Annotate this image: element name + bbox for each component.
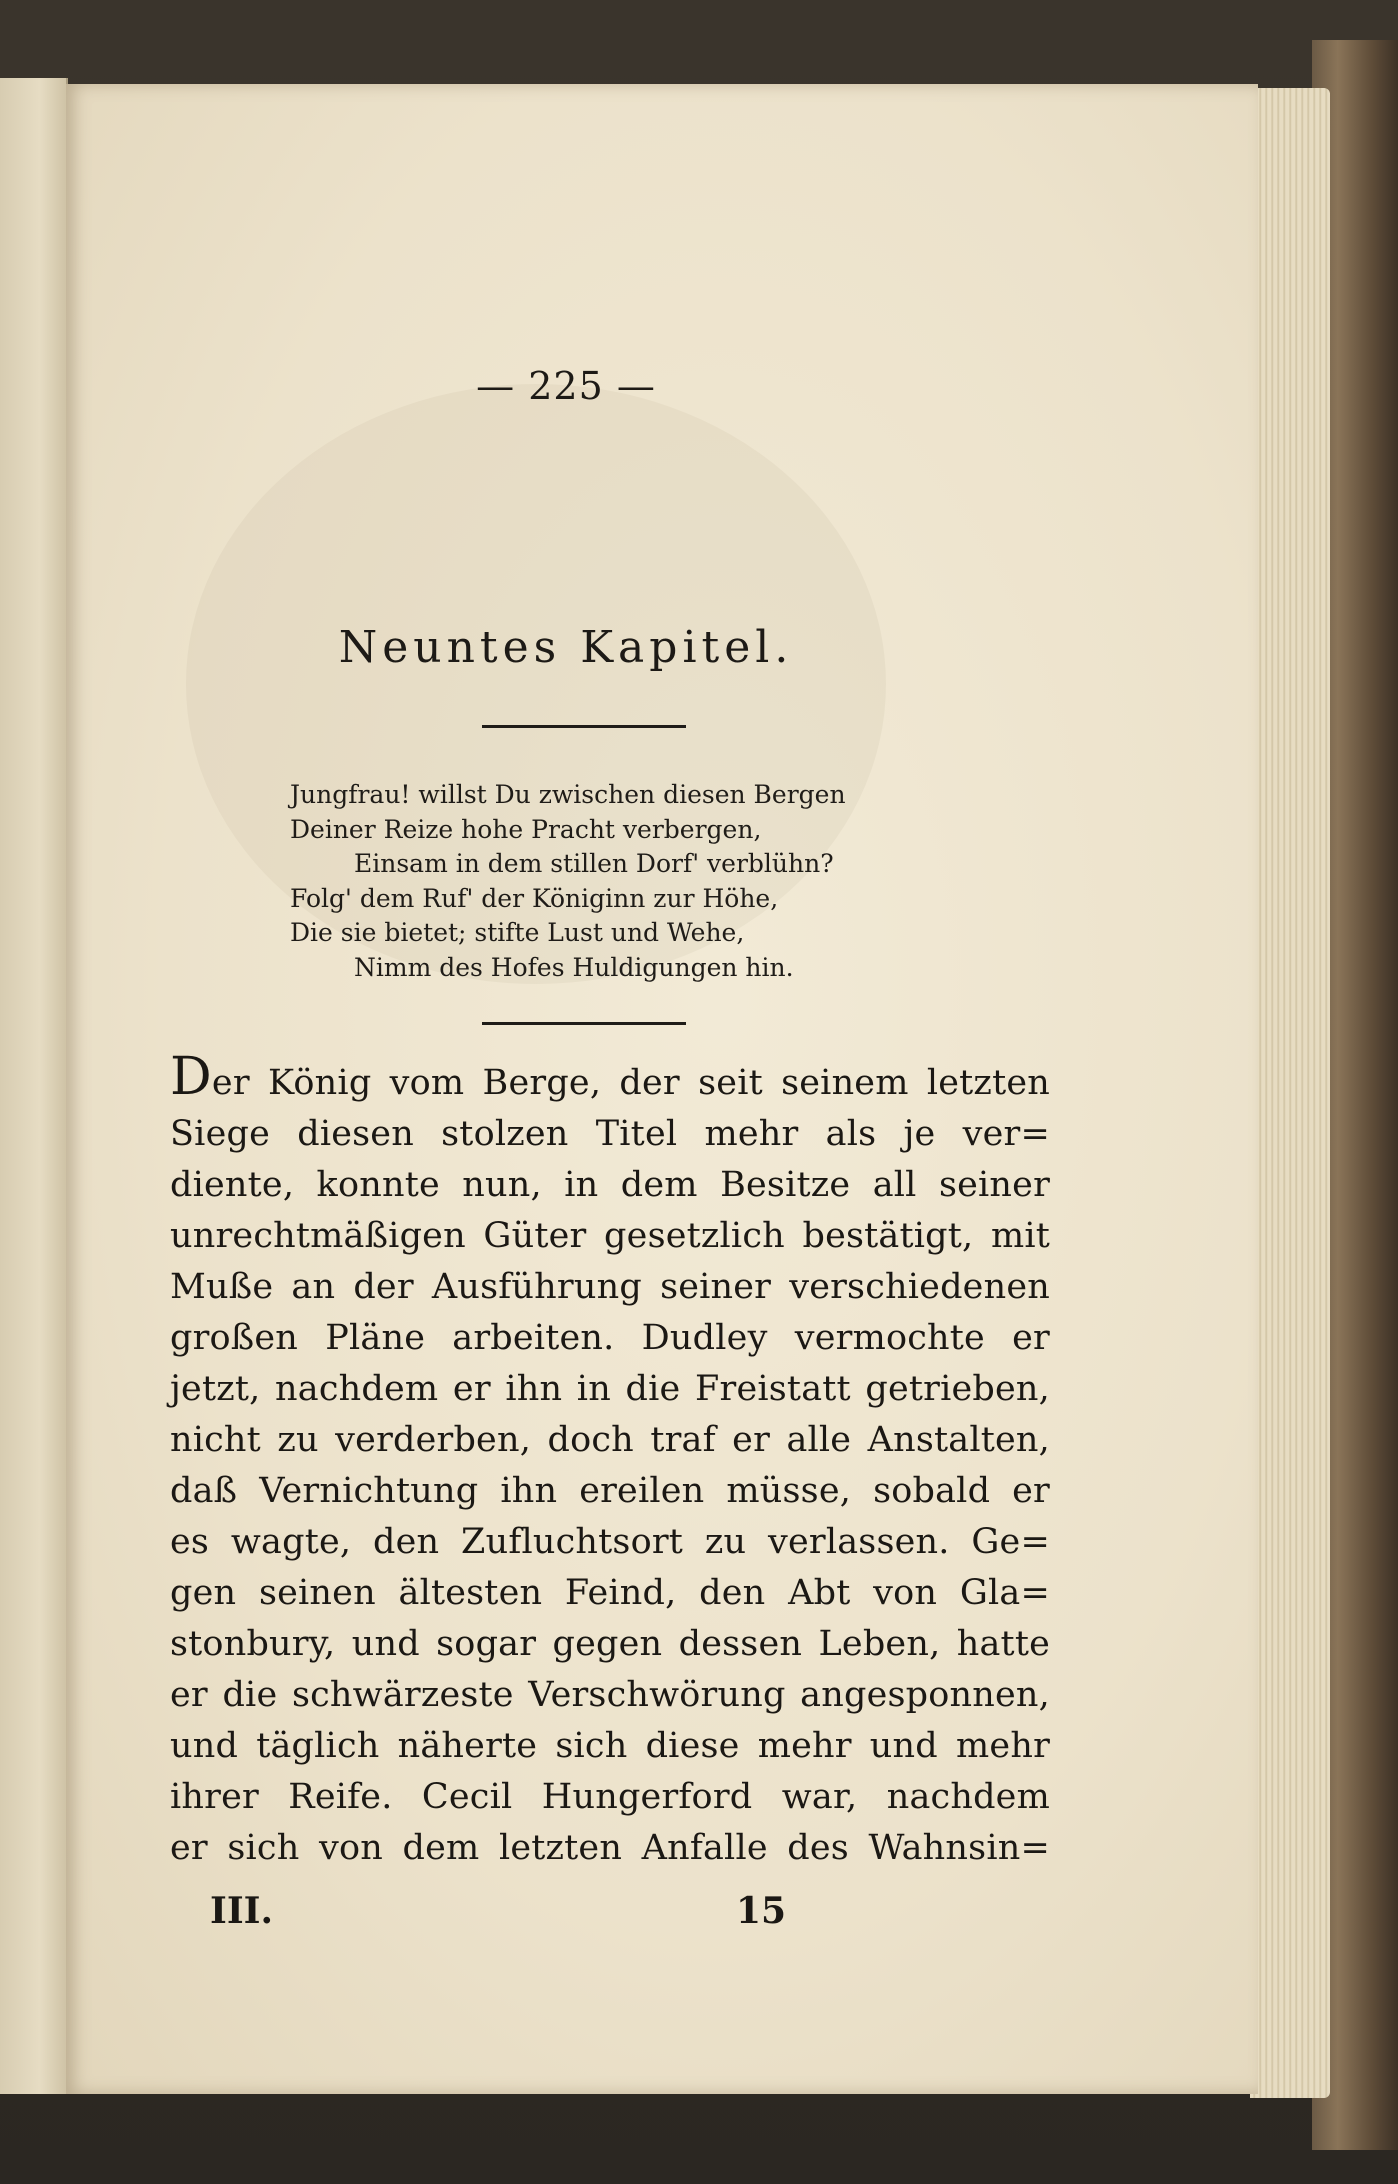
body-line: unrechtmäßigen Güter gesetzlich bestätigt, mit xyxy=(170,1216,1050,1256)
page-stack-edge xyxy=(1250,88,1330,2098)
left-page-edge xyxy=(0,78,68,2094)
motto-line: Jungfrau! willst Du zwischen diesen Bergen xyxy=(290,780,846,809)
body-line: Der König vom Berge, der seit seinem letzten xyxy=(170,1047,1050,1107)
body-line: es wagte, den Zufluchtsort zu verlassen. Ge= xyxy=(170,1522,1050,1562)
body-line: und täglich näherte sich diese mehr und mehr xyxy=(170,1726,1050,1766)
motto-line: Folg' dem Ruf' der Königinn zur Höhe, xyxy=(290,883,779,913)
divider-bottom xyxy=(482,1022,686,1025)
motto-line: Nimm des Hofes Huldigungen hin. xyxy=(354,952,794,982)
body-line: großen Pläne arbeiten. Dudley vermochte er xyxy=(170,1318,1050,1358)
body-line: Muße an der Ausführung seiner verschiedenen xyxy=(170,1267,1050,1307)
body-line: daß Vernichtung ihn ereilen müsse, sobald er xyxy=(170,1471,1050,1511)
body-line: Siege diesen stolzen Titel mehr als je ver= xyxy=(170,1114,1050,1154)
body-line: er die schwärzeste Verschwörung angesponnen, xyxy=(170,1675,1050,1715)
body-line: ihrer Reife. Cecil Hungerford war, nachdem xyxy=(170,1777,1050,1817)
motto-line: Einsam in dem stillen Dorf' verblühn? xyxy=(354,849,834,878)
motto-line: Deiner Reize hohe Pracht verbergen, xyxy=(290,814,762,844)
body-line: er sich von dem letzten Anfalle des Wahnsin= xyxy=(170,1828,1050,1868)
body-line: stonbury, und sogar gegen dessen Leben, hatte xyxy=(170,1624,1050,1664)
body-line: gen seinen ältesten Feind, den Abt von Gla= xyxy=(170,1573,1050,1613)
body-line: diente, konnte nun, in dem Besitze all seiner xyxy=(170,1165,1050,1205)
page-number: — 225 — xyxy=(476,364,656,408)
signature-mark: 15 xyxy=(736,1890,787,1932)
volume-number: III. xyxy=(210,1890,274,1932)
divider-top xyxy=(482,725,686,728)
body-line: jetzt, nachdem er ihn in die Freistatt getrieben, xyxy=(170,1369,1050,1409)
body-paragraph xyxy=(170,1047,1050,1874)
motto-verse xyxy=(290,778,1010,985)
body-line: nicht zu verderben, doch traf er alle Anstalten, xyxy=(170,1420,1050,1460)
chapter-title: Neuntes Kapitel. xyxy=(338,622,794,673)
book-page xyxy=(66,84,1258,2094)
motto-line: Die sie bietet; stifte Lust und Wehe, xyxy=(290,918,745,947)
